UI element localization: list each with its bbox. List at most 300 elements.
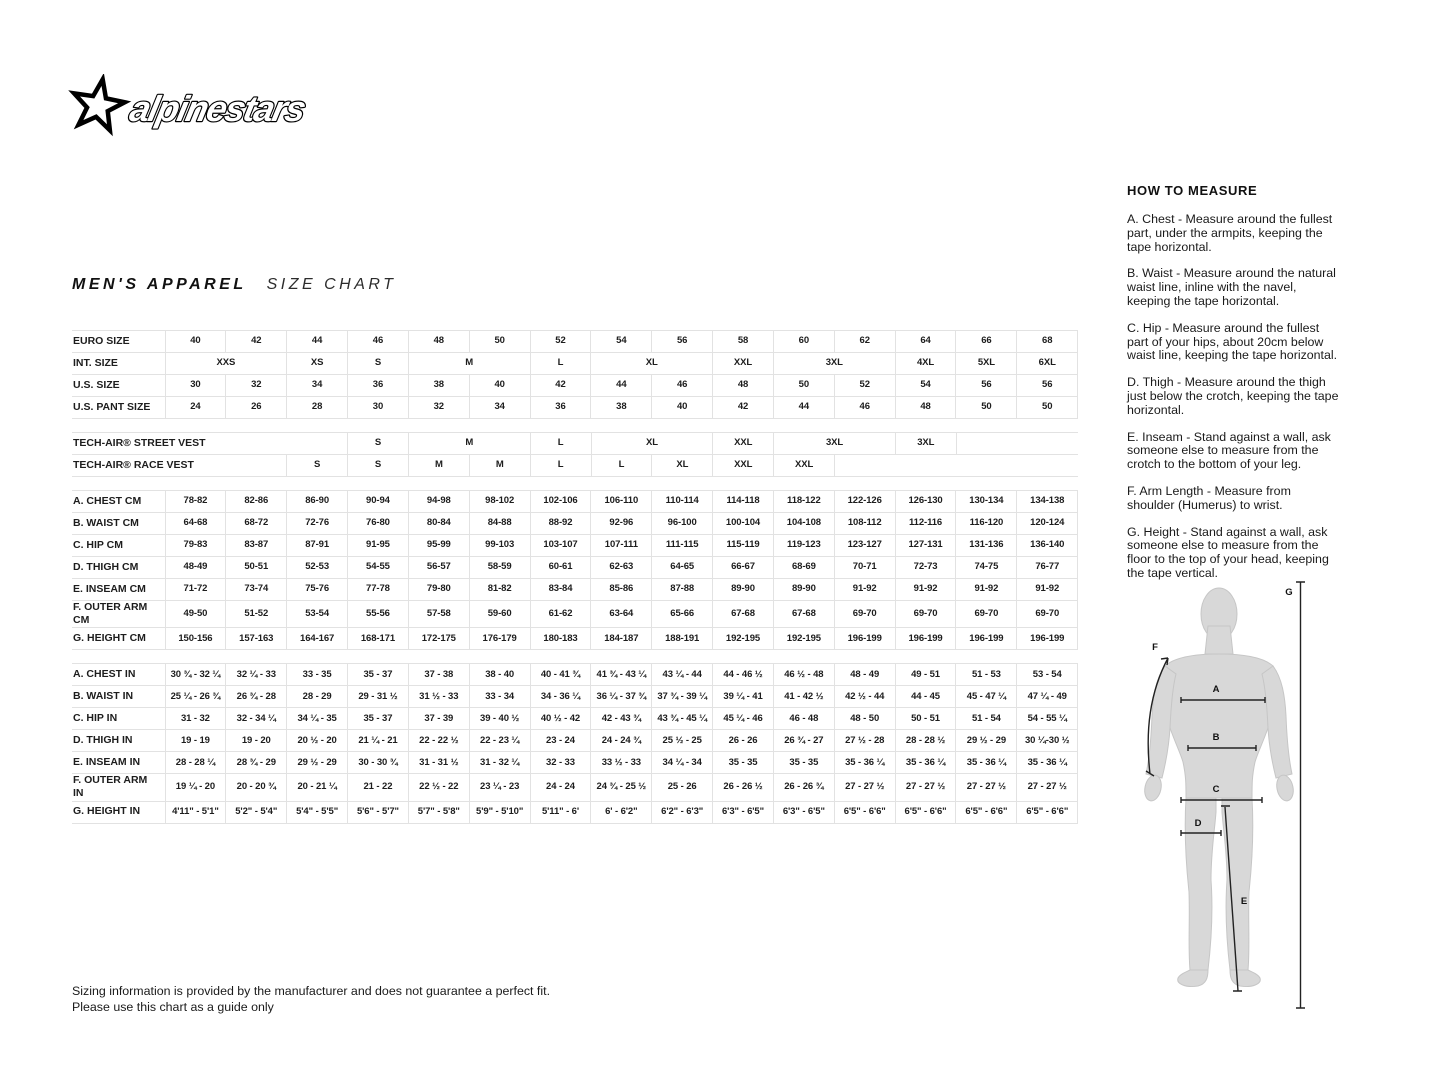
size-cell: 19 ¼ - 20 <box>165 774 226 801</box>
row-label: A. CHEST IN <box>72 664 165 686</box>
size-cell: L <box>530 353 591 375</box>
size-cell: 76-77 <box>1017 557 1078 579</box>
size-cell: 42 <box>530 375 591 397</box>
measure-instruction-inseam: E. Inseam - Stand against a wall, ask someone else to measure from the crotch to the bottom of your leg. <box>1127 429 1331 472</box>
size-cell: 32 - 33 <box>530 752 591 774</box>
size-cell: 50 <box>773 375 834 397</box>
disclaimer-line-1: Sizing information is provided by the manufacturer and does not guarantee a perfect fit. <box>72 984 551 998</box>
size-cell: L <box>530 455 591 477</box>
size-cell: 42 <box>226 331 287 353</box>
size-cell: 27 ½ - 28 <box>834 730 895 752</box>
size-cell: 130-134 <box>956 491 1017 513</box>
size-cell: 75-76 <box>287 579 348 601</box>
size-cell: 35 - 35 <box>713 752 774 774</box>
size-cell: 36 <box>530 397 591 419</box>
size-cell: 69-70 <box>834 601 895 628</box>
size-cell: 29 - 31 ½ <box>348 686 409 708</box>
size-cell: 38 <box>408 375 469 397</box>
size-cell: 31 - 32 <box>165 708 226 730</box>
size-cell: 50 - 51 <box>895 708 956 730</box>
table-row <box>72 628 1078 650</box>
size-table-cm <box>72 490 1078 650</box>
size-cell: M <box>408 455 469 477</box>
size-cell: 35 - 36 ¼ <box>834 752 895 774</box>
measure-instruction-waist: B. Waist - Measure around the natural waist line, inline with the navel, keeping the tape horizontal. <box>1127 266 1336 308</box>
size-cell: 56 <box>1017 375 1078 397</box>
size-cell: 35 - 36 ¼ <box>895 752 956 774</box>
size-cell: 33 - 35 <box>287 664 348 686</box>
measure-instruction-chest: A. Chest - Measure around the fullest part, under the armpits, keeping the tape horizontal. <box>1127 212 1333 254</box>
table-row <box>72 708 1078 730</box>
size-cell: 6' - 6'2" <box>591 801 652 823</box>
size-cell: S <box>348 433 409 455</box>
row-label: F. OUTER ARM CM <box>72 601 165 628</box>
size-cell: 51-52 <box>226 601 287 628</box>
size-cell: 28 ¾ - 29 <box>226 752 287 774</box>
size-cell: XXL <box>713 455 774 477</box>
row-label: INT. SIZE <box>72 353 165 375</box>
label-height: G <box>1285 587 1293 598</box>
size-cell: 27 - 27 ½ <box>956 774 1017 801</box>
size-cell: 26 <box>226 397 287 419</box>
size-cell: 83-87 <box>226 535 287 557</box>
size-cell: M <box>469 455 530 477</box>
size-cell: 35 - 36 ¼ <box>956 752 1017 774</box>
size-cell: 25 ½ - 25 <box>652 730 713 752</box>
size-cell: 131-136 <box>956 535 1017 557</box>
size-cell: 52 <box>834 375 895 397</box>
size-cell: 56 <box>652 331 713 353</box>
size-cell: 30 <box>165 375 226 397</box>
size-cell: 3XL <box>895 433 956 455</box>
size-cell: 119-123 <box>773 535 834 557</box>
measure-instruction-hip: C. Hip - Measure around the fullest part of your hips, about 20cm below waist line, keeping the tape horizontal. <box>1127 320 1338 363</box>
table-row <box>72 455 1078 477</box>
size-cell: 5XL <box>956 353 1017 375</box>
size-cell: 44 <box>773 397 834 419</box>
size-cell: 65-66 <box>652 601 713 628</box>
size-cell: 40 <box>652 397 713 419</box>
size-cell: XL <box>591 353 713 375</box>
size-cell: 19 - 20 <box>226 730 287 752</box>
label-inseam: E <box>1240 896 1248 907</box>
size-cell: 127-131 <box>895 535 956 557</box>
size-cell: 25 ¼ - 26 ¾ <box>165 686 226 708</box>
size-cell: 5'6" - 5'7" <box>348 801 409 823</box>
size-cell: 100-104 <box>713 513 774 535</box>
size-cell: 24 ¾ - 25 ½ <box>591 774 652 801</box>
size-cell: 48 <box>713 375 774 397</box>
size-cell: 6'5" - 6'6" <box>895 801 956 823</box>
size-cell: 30 <box>348 397 409 419</box>
size-cell: 37 - 38 <box>408 664 469 686</box>
size-cell: 114-118 <box>713 491 774 513</box>
label-arm-length: F <box>1152 642 1158 653</box>
size-cell: 96-100 <box>652 513 713 535</box>
size-cell: XXL <box>713 433 774 455</box>
row-label: D. THIGH IN <box>72 730 165 752</box>
size-cell: 4XL <box>895 353 956 375</box>
size-cell: 50 <box>956 397 1017 419</box>
size-cell: S <box>348 353 409 375</box>
row-label: U.S. PANT SIZE <box>72 397 165 419</box>
size-cell: 69-70 <box>1017 601 1078 628</box>
size-cell: 5'4" - 5'5" <box>287 801 348 823</box>
size-cell: 91-92 <box>1017 579 1078 601</box>
size-cell: S <box>348 455 409 477</box>
size-cell: 48 - 49 <box>834 664 895 686</box>
size-cell: 192-195 <box>773 628 834 650</box>
size-cell: 38 - 40 <box>469 664 530 686</box>
disclaimer-line-2: Please use this chart as a guide only <box>72 999 274 1014</box>
size-cell: 35 - 35 <box>773 752 834 774</box>
size-cell: 72-73 <box>895 557 956 579</box>
size-cell: 6'2" - 6'3" <box>652 801 713 823</box>
size-cell: S <box>287 455 348 477</box>
size-cell: 66-67 <box>713 557 774 579</box>
size-cell: 172-175 <box>408 628 469 650</box>
size-cell: 27 - 27 ½ <box>895 774 956 801</box>
row-label: G. HEIGHT CM <box>72 628 165 650</box>
size-cell: 53-54 <box>287 601 348 628</box>
size-cell: 196-199 <box>956 628 1017 650</box>
table-row <box>72 801 1078 823</box>
size-cell: 86-90 <box>287 491 348 513</box>
size-cell: 150-156 <box>165 628 226 650</box>
label-thigh: D <box>1194 818 1202 829</box>
size-cell: 36 ¼ - 37 ¾ <box>591 686 652 708</box>
empty-cell <box>835 455 1078 477</box>
size-cell: M <box>408 433 530 455</box>
size-cell: 23 - 24 <box>530 730 591 752</box>
row-label: B. WAIST IN <box>72 686 165 708</box>
size-cell: 21 - 22 <box>348 774 409 801</box>
size-cell: 87-88 <box>652 579 713 601</box>
size-cell: 84-88 <box>469 513 530 535</box>
size-cell: 126-130 <box>895 491 956 513</box>
size-cell: 180-183 <box>530 628 591 650</box>
page-title <box>72 276 396 294</box>
size-cell: 26 ¾ - 28 <box>226 686 287 708</box>
page-title-main: MEN'S APPAREL <box>72 276 247 293</box>
row-label: F. OUTER ARM IN <box>72 774 165 801</box>
size-cell: 56 <box>956 375 1017 397</box>
size-cell: 68-72 <box>226 513 287 535</box>
size-cell: 24 <box>165 397 226 419</box>
size-cell: 5'7" - 5'8" <box>408 801 469 823</box>
size-cell: 74-75 <box>956 557 1017 579</box>
size-cell: 32 ¼ - 33 <box>226 664 287 686</box>
table-row <box>72 579 1078 601</box>
row-label: TECH-AIR® STREET VEST <box>72 433 165 455</box>
row-label: E. INSEAM IN <box>72 752 165 774</box>
size-cell: 34 <box>287 375 348 397</box>
size-cell: 37 ¾ - 39 ¼ <box>652 686 713 708</box>
measure-instruction-arm-length: F. Arm Length - Measure from shoulder (Humerus) to wrist. <box>1127 483 1291 512</box>
size-cell: 196-199 <box>1017 628 1078 650</box>
size-cell: 5'2" - 5'4" <box>226 801 287 823</box>
size-cell: 176-179 <box>469 628 530 650</box>
size-cell: 42 ½ - 44 <box>834 686 895 708</box>
size-cell: 64-68 <box>165 513 226 535</box>
size-cell: 120-124 <box>1017 513 1078 535</box>
size-cell: 64 <box>895 331 956 353</box>
size-chart <box>72 330 1080 824</box>
size-cell: 3XL <box>774 433 896 455</box>
size-cell: 184-187 <box>591 628 652 650</box>
body-measurement-figure <box>1128 570 1445 1035</box>
size-cell: XXL <box>774 455 835 477</box>
table-row <box>72 686 1078 708</box>
size-cell: 42 <box>713 397 774 419</box>
size-cell: XS <box>287 353 348 375</box>
size-cell: 26 ¾ - 27 <box>773 730 834 752</box>
size-cell: 40 - 41 ¾ <box>530 664 591 686</box>
size-cell: L <box>530 433 591 455</box>
size-cell: 45 - 47 ¼ <box>956 686 1017 708</box>
size-cell: 40 <box>469 375 530 397</box>
size-cell: 43 ¾ - 45 ¼ <box>652 708 713 730</box>
size-cell: XL <box>652 455 713 477</box>
size-cell: 52 <box>530 331 591 353</box>
size-cell: 111-115 <box>652 535 713 557</box>
size-cell: 78-82 <box>165 491 226 513</box>
size-cell: 5'9" - 5'10" <box>469 801 530 823</box>
row-label: A. CHEST CM <box>72 491 165 513</box>
size-cell: 29 ½ - 29 <box>956 730 1017 752</box>
size-cell: 168-171 <box>348 628 409 650</box>
size-cell: 80-84 <box>408 513 469 535</box>
size-cell: 108-112 <box>834 513 895 535</box>
size-cell: 81-82 <box>469 579 530 601</box>
size-cell: 88-92 <box>530 513 591 535</box>
size-cell: 69-70 <box>956 601 1017 628</box>
size-cell: 60-61 <box>530 557 591 579</box>
size-cell: 37 - 39 <box>408 708 469 730</box>
size-cell: 22 - 23 ¼ <box>469 730 530 752</box>
size-cell: 115-119 <box>713 535 774 557</box>
size-cell: 73-74 <box>226 579 287 601</box>
size-cell: 35 - 37 <box>348 664 409 686</box>
alpinestars-logo-svg <box>62 74 338 140</box>
size-cell: 188-191 <box>652 628 713 650</box>
size-cell: 33 - 34 <box>469 686 530 708</box>
how-to-measure-panel <box>1127 183 1341 594</box>
size-cell: XXL <box>713 353 774 375</box>
size-cell: 63-64 <box>591 601 652 628</box>
size-cell: 23 ¼ - 23 <box>469 774 530 801</box>
size-cell: 92-96 <box>591 513 652 535</box>
size-cell: 59-60 <box>469 601 530 628</box>
size-cell: 85-86 <box>591 579 652 601</box>
size-cell: 38 <box>591 397 652 419</box>
size-cell: 90-94 <box>348 491 409 513</box>
size-cell: 28 - 28 ¼ <box>165 752 226 774</box>
size-cell: 89-90 <box>713 579 774 601</box>
size-cell: 49-50 <box>165 601 226 628</box>
size-cell: 99-103 <box>469 535 530 557</box>
size-cell: 20 - 20 ¾ <box>226 774 287 801</box>
size-cell: 123-127 <box>834 535 895 557</box>
size-cell: 44 - 45 <box>895 686 956 708</box>
size-cell: 157-163 <box>226 628 287 650</box>
size-cell: 31 - 32 ¼ <box>469 752 530 774</box>
size-cell: 6'5" - 6'6" <box>1017 801 1078 823</box>
size-cell: 30 - 30 ¾ <box>348 752 409 774</box>
size-cell: 43 ¼ - 44 <box>652 664 713 686</box>
size-cell: M <box>408 353 530 375</box>
size-cell: 71-72 <box>165 579 226 601</box>
size-cell: 103-107 <box>530 535 591 557</box>
size-cell: 30 ¾ - 32 ¼ <box>165 664 226 686</box>
size-cell: 91-92 <box>895 579 956 601</box>
size-cell: 6'3" - 6'5" <box>773 801 834 823</box>
size-cell: 22 - 22 ½ <box>408 730 469 752</box>
page-title-sub: SIZE CHART <box>266 276 397 293</box>
row-label: C. HIP IN <box>72 708 165 730</box>
size-cell: 110-114 <box>652 491 713 513</box>
size-cell: 19 - 19 <box>165 730 226 752</box>
row-label: C. HIP CM <box>72 535 165 557</box>
size-cell: 107-111 <box>591 535 652 557</box>
size-cell: 32 - 34 ¼ <box>226 708 287 730</box>
table-row <box>72 375 1078 397</box>
table-row <box>72 774 1078 801</box>
size-cell: 49 - 51 <box>895 664 956 686</box>
table-row <box>72 601 1078 628</box>
size-cell: 40 ½ - 42 <box>530 708 591 730</box>
size-cell: 46 <box>652 375 713 397</box>
size-cell: 44 <box>591 375 652 397</box>
size-cell: 54-55 <box>348 557 409 579</box>
size-cell: 44 - 46 ½ <box>713 664 774 686</box>
size-cell: 164-167 <box>287 628 348 650</box>
size-cell: 72-76 <box>287 513 348 535</box>
table-row <box>72 557 1078 579</box>
size-cell: 102-106 <box>530 491 591 513</box>
size-cell: 50 <box>469 331 530 353</box>
size-cell: 27 - 27 ½ <box>834 774 895 801</box>
size-cell: 58-59 <box>469 557 530 579</box>
size-cell: 28 - 29 <box>287 686 348 708</box>
size-cell: 34 ¼ - 34 <box>652 752 713 774</box>
size-cell: 46 <box>348 331 409 353</box>
body-figure-svg <box>1128 570 1445 1030</box>
size-cell: 35 - 36 ¼ <box>1017 752 1078 774</box>
row-label: D. THIGH CM <box>72 557 165 579</box>
size-cell: 6'5" - 6'6" <box>956 801 1017 823</box>
size-cell: 40 <box>165 331 226 353</box>
size-table-in <box>72 663 1078 823</box>
size-cell: 79-83 <box>165 535 226 557</box>
size-cell: 46 - 48 <box>773 708 834 730</box>
size-cell: L <box>591 455 652 477</box>
measure-instruction-thigh: D. Thigh - Measure around the thigh just below the crotch, keeping the tape horizontal. <box>1127 375 1339 417</box>
size-cell: 54 <box>591 331 652 353</box>
size-cell: 68-69 <box>773 557 834 579</box>
size-cell: 48 - 50 <box>834 708 895 730</box>
sizing-disclaimer <box>72 984 550 1015</box>
size-table-sizes <box>72 330 1078 419</box>
size-cell: 51 - 53 <box>956 664 1017 686</box>
table-row <box>72 331 1078 353</box>
size-cell: 6'5" - 6'6" <box>834 801 895 823</box>
how-to-measure-heading: HOW TO MEASURE <box>1127 183 1258 198</box>
size-cell: 34 - 36 ¼ <box>530 686 591 708</box>
size-cell: 91-95 <box>348 535 409 557</box>
size-cell: 6XL <box>1017 353 1078 375</box>
size-cell: 57-58 <box>408 601 469 628</box>
label-waist: B <box>1212 732 1220 743</box>
size-cell: 83-84 <box>530 579 591 601</box>
size-cell: 118-122 <box>773 491 834 513</box>
table-row <box>72 730 1078 752</box>
size-cell: 46 <box>834 397 895 419</box>
size-cell: 26 - 26 ¾ <box>773 774 834 801</box>
size-cell: 4'11" - 5'1" <box>165 801 226 823</box>
label-chest: A <box>1212 684 1220 695</box>
size-cell: 31 - 31 ½ <box>408 752 469 774</box>
size-cell: 79-80 <box>408 579 469 601</box>
row-label: U.S. SIZE <box>72 375 165 397</box>
size-cell: 192-195 <box>713 628 774 650</box>
size-cell: 30 ¼-30 ½ <box>1017 730 1078 752</box>
size-cell: 89-90 <box>773 579 834 601</box>
size-cell: 91-92 <box>956 579 1017 601</box>
table-row <box>72 664 1078 686</box>
size-cell: 122-126 <box>834 491 895 513</box>
table-row <box>72 433 1078 455</box>
table-row <box>72 397 1078 419</box>
size-cell: 136-140 <box>1017 535 1078 557</box>
size-cell: 34 <box>469 397 530 419</box>
size-cell: 34 ¼ - 35 <box>287 708 348 730</box>
size-cell: 52-53 <box>287 557 348 579</box>
size-cell: 82-86 <box>226 491 287 513</box>
row-label: EURO SIZE <box>72 331 165 353</box>
size-cell: 69-70 <box>895 601 956 628</box>
size-cell: 20 ½ - 20 <box>287 730 348 752</box>
size-cell: 27 - 27 ½ <box>1017 774 1078 801</box>
size-cell: 58 <box>713 331 774 353</box>
table-row <box>72 752 1078 774</box>
table-row <box>72 353 1078 375</box>
size-cell: 54 <box>895 375 956 397</box>
size-cell: 26 - 26 ½ <box>713 774 774 801</box>
size-cell: 116-120 <box>956 513 1017 535</box>
size-cell: 39 - 40 ½ <box>469 708 530 730</box>
size-cell: 94-98 <box>408 491 469 513</box>
size-cell: 61-62 <box>530 601 591 628</box>
size-cell: 31 ½ - 33 <box>408 686 469 708</box>
size-cell: 24 - 24 <box>530 774 591 801</box>
size-cell: 76-80 <box>348 513 409 535</box>
size-cell: 35 - 37 <box>348 708 409 730</box>
row-label: E. INSEAM CM <box>72 579 165 601</box>
size-cell: 39 ¼ - 41 <box>713 686 774 708</box>
row-label: TECH-AIR® RACE VEST <box>72 455 165 477</box>
size-cell: 48 <box>895 397 956 419</box>
size-cell: 41 - 42 ½ <box>773 686 834 708</box>
size-cell: 196-199 <box>834 628 895 650</box>
size-cell: 50 <box>1017 397 1078 419</box>
size-cell: 20 - 21 ¼ <box>287 774 348 801</box>
empty-cell <box>956 433 1078 455</box>
size-cell: 3XL <box>773 353 895 375</box>
size-cell: 22 ½ - 22 <box>408 774 469 801</box>
size-cell: 60 <box>773 331 834 353</box>
size-cell: 67-68 <box>773 601 834 628</box>
